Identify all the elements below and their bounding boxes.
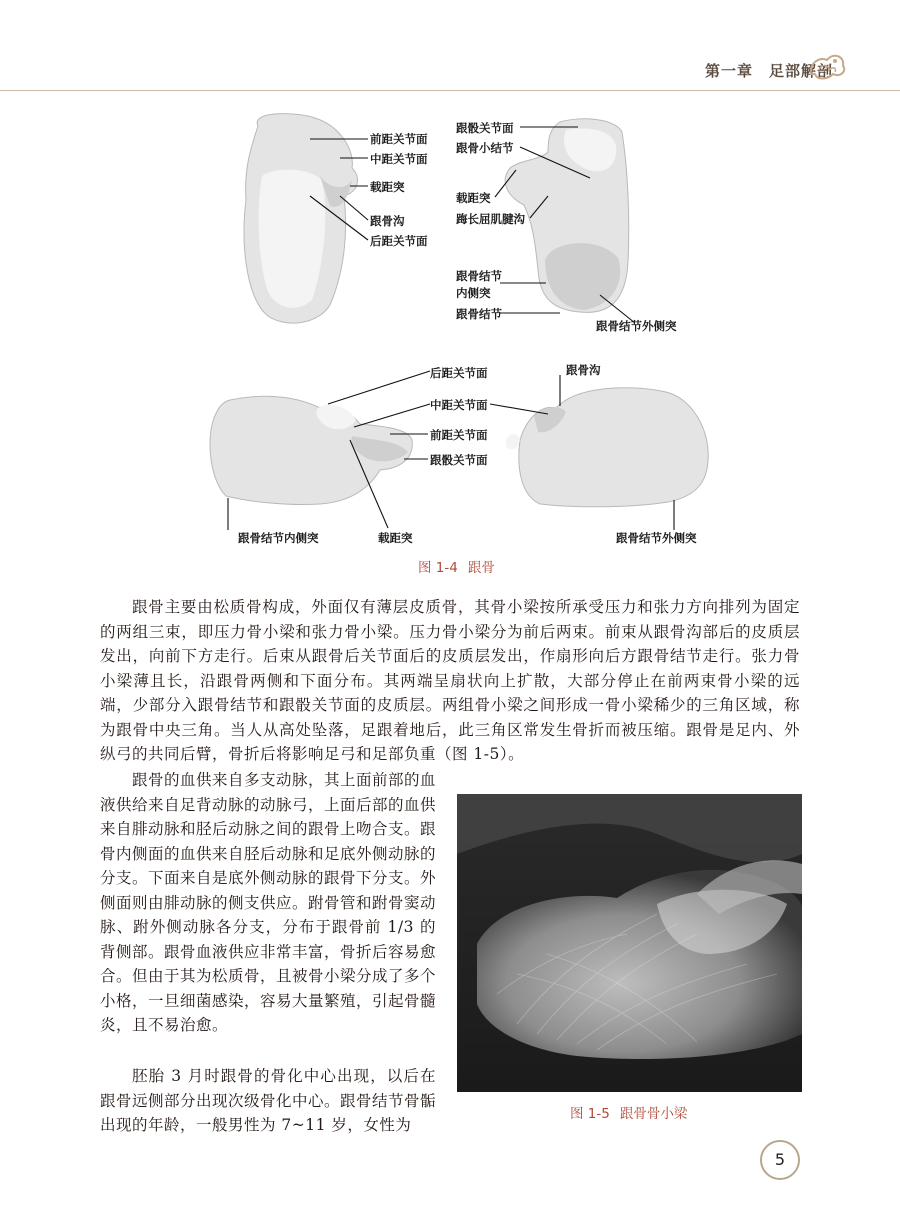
label-calcaneal-sulcus-2: 跟骨沟 — [566, 363, 601, 377]
figure-1-5-caption — [570, 1102, 687, 1122]
figure-1-4-number: 图 1-4 — [418, 560, 458, 576]
label-anterior-talar-facet-2: 前距关节面 — [430, 428, 488, 442]
label-sustentaculum-tali-3: 载距突 — [378, 531, 413, 545]
label-calcaneal-tuberosity-a: 跟骨结节 — [456, 269, 502, 283]
calcaneus-trabeculae-xray — [457, 794, 802, 1092]
figure-1-5-title: 跟骨骨小梁 — [619, 1106, 688, 1122]
calcaneus-figure — [0, 0, 900, 560]
label-lateral-process-top: 跟骨结节外侧突 — [596, 319, 677, 333]
label-anterior-talar-facet: 前距关节面 — [370, 132, 428, 146]
body-paragraph-2: 跟骨的血供来自多支动脉，其上面前部的血液供给来自足背动脉的动脉弓，上面后部的血供来自腓动脉和胫后动脉之间的跟骨上吻合支。跟骨内侧面的血供来自胫后动脉和足底外侧动脉的分支。下面来自是底外侧动脉的跟骨下分支。外侧面则由腓动脉的侧支供应。跗骨管和跗骨窦动脉、跗外侧动脉各分支，分布于跟骨前 1/3 的背侧部。跟骨血液供应非常丰富，骨折后容易愈合。但由于其为松质骨，且被骨小梁分成了多个小格，一旦细菌感染，容易大量繁殖，引起骨髓炎，且不易治愈。 — [100, 771, 437, 1034]
label-sustentaculum-tali-2: 载距突 — [456, 191, 491, 205]
label-medial-process: 内侧突 — [456, 286, 491, 300]
label-posterior-talar-facet: 后距关节面 — [370, 234, 428, 248]
label-sustentaculum-tali: 载距突 — [370, 180, 405, 194]
label-calcaneal-tuberosity-b: 跟骨结节 — [456, 307, 502, 321]
label-calcaneal-sulcus: 跟骨沟 — [370, 214, 405, 228]
label-calcaneal-small-tubercle: 跟骨小结节 — [456, 141, 514, 155]
calcaneus-medial-view — [210, 396, 412, 504]
body-paragraph-1: 跟骨主要由松质骨构成，外面仅有薄层皮质骨，其骨小梁按所承受压力和张力方向排列为固定的两组三束，即压力骨小梁和张力骨小梁。压力骨小梁分为前后两束。前束从跟骨沟部后的皮质层发出，向前下方走行。后束从跟骨后关节面后的皮质层发出，作扇形向后方跟骨结节走行。张力骨小梁薄且长，沿跟骨两侧和下面分布。其两端呈扇状向上扩散，大部分停止在前两束骨小梁的远端，少部分入跟骨结节和跟骰关节面的皮质层。两组骨小梁之间形成一骨小梁稀少的三角区域，称为跟骨中央三角。当人从高处坠落，足跟着地后，此三角区常发生骨折而被压缩。跟骨是足内、外纵弓的共同后臂，骨折后将影响足弓和足部负重（图 1-5）。 — [100, 598, 800, 763]
chapter-header-title: 第一章 足部解剖 — [705, 62, 834, 80]
figure-1-4-title: 跟骨 — [467, 560, 495, 576]
label-fhl-groove: 踇长屈肌腱沟 — [456, 212, 525, 226]
label-cuboid-facet-2: 跟骰关节面 — [430, 453, 488, 467]
label-posterior-talar-facet-2: 后距关节面 — [430, 366, 488, 380]
label-medial-process-bottom: 跟骨结节内侧突 — [238, 531, 319, 545]
label-middle-talar-facet: 中距关节面 — [370, 152, 428, 166]
label-cuboid-facet: 跟骰关节面 — [456, 121, 514, 135]
figure-1-4-caption — [418, 556, 495, 576]
page-number: 5 — [774, 1150, 786, 1169]
label-middle-talar-facet-2: 中距关节面 — [430, 398, 488, 412]
calcaneus-superior-view — [244, 114, 358, 323]
body-paragraph-3: 胚胎 3 月时跟骨的骨化中心出现，以后在跟骨远侧部分出现次级骨化中心。跟骨结节骨骺出现的年龄，一般男性为 7~11 岁，女性为 — [100, 1067, 437, 1134]
calcaneus-lateral-view — [506, 388, 708, 507]
label-lateral-process-bottom: 跟骨结节外侧突 — [616, 531, 697, 545]
figure-1-5-number: 图 1-5 — [570, 1106, 610, 1122]
